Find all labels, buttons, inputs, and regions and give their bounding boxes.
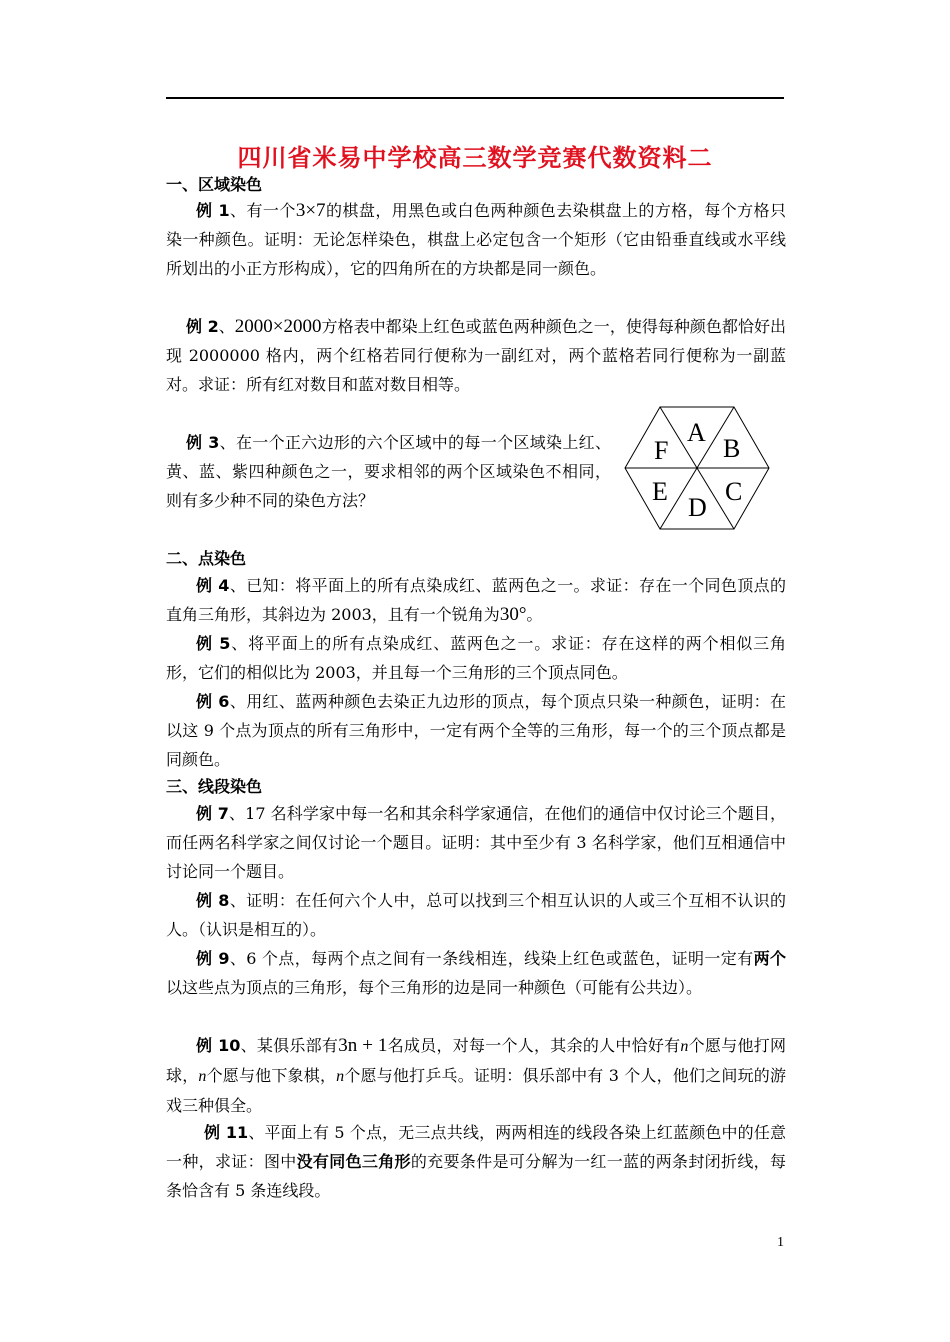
example-label: 例 3 bbox=[186, 433, 220, 452]
example-7: 例 7、17 名科学家中每一名和其余科学家通信，在他们的通信中仅讨论三个题目，而任两名科学家之间仅讨论一个题目。证明：其中至少有 3 名科学家，他们互相通信中讨论同一个题目。 bbox=[166, 804, 786, 881]
example-3: 例 3、在一个正六边形的六个区域中的每一个区域染上红、黄、蓝、紫四种颜色之一，要求相邻的两个区域染色不相同，则有多少种不同的染色方法？ bbox=[166, 433, 611, 510]
region-label-d: D bbox=[688, 493, 707, 522]
example-9: 例 9、6 个点，每两个点之间有一条线相连，线染上红色或蓝色，证明一定有两个以这些点为顶点的三角形，每个三角形的边是同一种颜色（可能有公共边）。 bbox=[166, 949, 786, 997]
example-4: 例 4、已知：将平面上的所有点染成红、蓝两色之一。求证：存在一个同色顶点的直角三角形，其斜边为 2003，且有一个锐角为30°。 bbox=[166, 576, 786, 625]
region-label-a: A bbox=[687, 418, 706, 447]
region-label-b: B bbox=[723, 434, 741, 463]
region-label-f: F bbox=[654, 436, 669, 465]
math-variable: n bbox=[198, 1068, 207, 1085]
example-8: 例 8、证明：在任何六个人中，总可以找到三个相互认识的人或三个互相不认识的人。（认识是相互的）。 bbox=[166, 891, 786, 939]
page-number: 1 bbox=[777, 1235, 784, 1250]
example-label: 例 2 bbox=[186, 317, 219, 336]
example-label: 例 10 bbox=[196, 1036, 241, 1055]
header-rule bbox=[166, 97, 784, 99]
math-expression: 2000×2000 bbox=[234, 316, 322, 337]
example-1: 例 1、有一个3×7的棋盘，用黑色或白色两种颜色去染棋盘上的方格，每个方格只染一种颜色。证明：无论怎样染色，棋盘上必定包含一个矩形（它由铅垂直线或水平线所划出的小正方形构成），它的四角所在的方块都是同一颜色。 bbox=[166, 200, 786, 278]
hexagon-diagram bbox=[622, 405, 772, 531]
math-variable: n bbox=[336, 1068, 345, 1085]
math-expression: 3×7 bbox=[295, 200, 326, 221]
example-label: 例 7 bbox=[196, 804, 229, 823]
math-variable: n bbox=[680, 1038, 689, 1055]
document-title: 四川省米易中学校高三数学竞赛代数资料二 bbox=[237, 144, 713, 172]
example-label: 例 11 bbox=[204, 1123, 249, 1142]
section-heading-3: 三、线段染色 bbox=[166, 777, 263, 796]
example-label: 例 8 bbox=[196, 891, 230, 910]
math-expression: 30° bbox=[499, 604, 527, 625]
example-2: 例 2、2000×2000方格表中都染上红色或蓝色两种颜色之一，使得每种颜色都恰好出现 2000000 格内，两个红格若同行便称为一副红对，两个蓝格若同行便称为一副蓝对。求证：所有红对数目和蓝对数目相等。 bbox=[166, 316, 786, 394]
math-expression: 3n + 1 bbox=[338, 1035, 388, 1056]
emphasis: 没有同色三角形 bbox=[296, 1152, 411, 1171]
section-heading-1: 一、区域染色 bbox=[166, 175, 263, 194]
example-label: 例 9 bbox=[196, 949, 230, 968]
example-11: 例 11、平面上有 5 个点，无三点共线，两两相连的线段各染上红蓝颜色中的任意一种，求证：图中没有同色三角形的充要条件是可分解为一红一蓝的两条封闭折线，每条恰含有 5 条连线段。 bbox=[166, 1123, 786, 1200]
example-label: 例 1 bbox=[196, 201, 230, 220]
emphasis: 两个 bbox=[753, 949, 786, 968]
example-label: 例 4 bbox=[196, 576, 230, 595]
example-6: 例 6、用红、蓝两种颜色去染正九边形的顶点，每个顶点只染一种颜色，证明：在以这 9 个点为顶点的所有三角形中，一定有两个全等的三角形，每一个的三个顶点都是同颜色。 bbox=[166, 692, 786, 769]
example-label: 例 6 bbox=[196, 692, 230, 711]
region-label-c: C bbox=[725, 477, 743, 506]
example-10: 例 10、某俱乐部有3n + 1名成员，对每一个人，其余的人中恰好有n个愿与他打网球，n个愿与他下象棋，n个愿与他打乒乓。证明：俱乐部中有 3 个人，他们之间玩的游戏三种俱全。 bbox=[166, 1035, 786, 1115]
region-label-e: E bbox=[652, 477, 668, 506]
example-5: 例 5、将平面上的所有点染成红、蓝两色之一。求证：存在这样的两个相似三角形，它们的相似比为 2003，并且每一个三角形的三个顶点同色。 bbox=[166, 634, 786, 682]
example-label: 例 5 bbox=[196, 634, 231, 653]
section-heading-2: 二、点染色 bbox=[166, 549, 247, 568]
